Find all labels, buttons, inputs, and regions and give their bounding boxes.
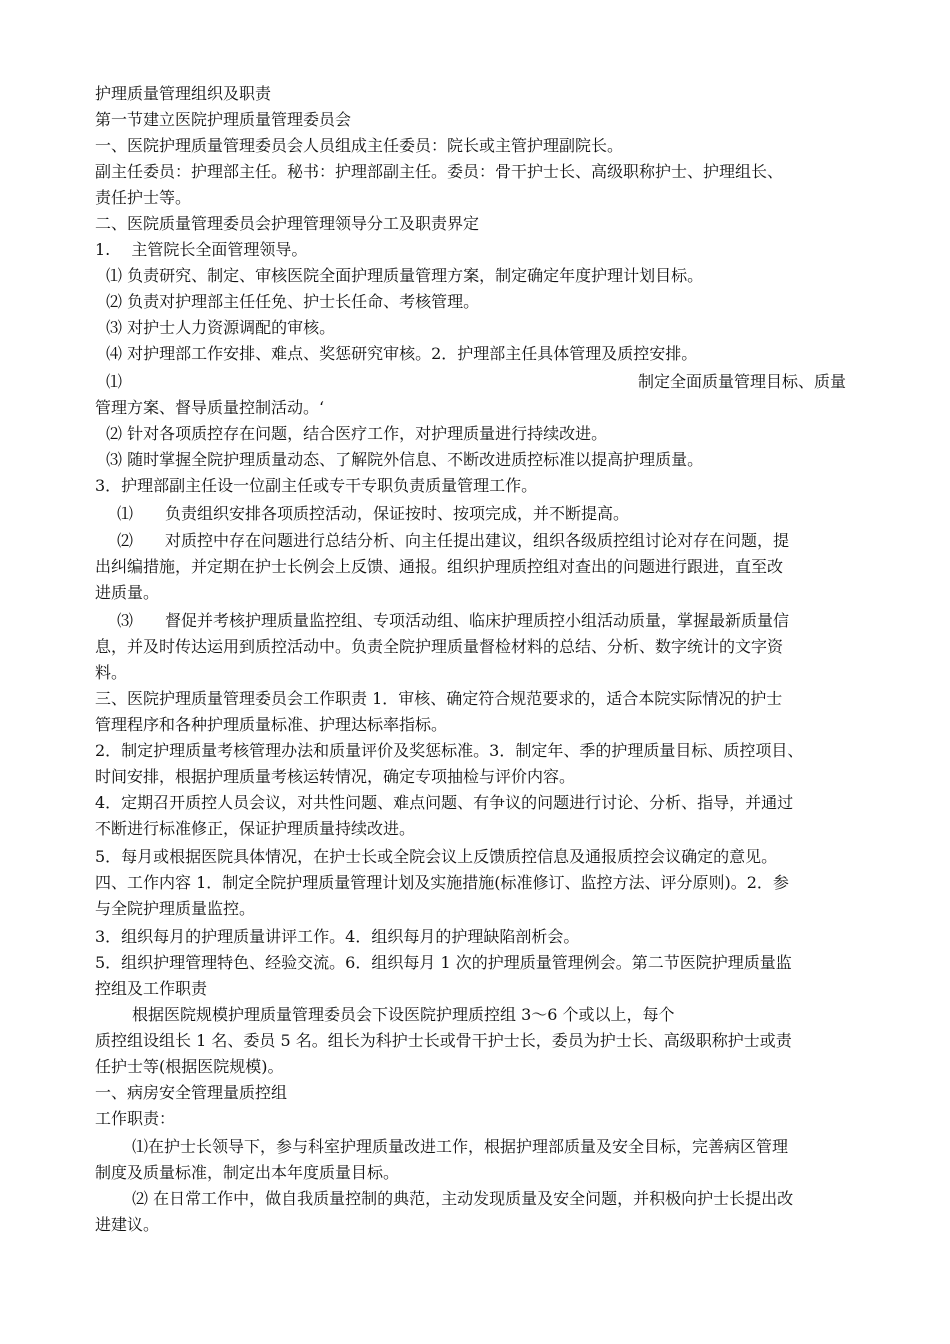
text-line: 制定全面质量管理目标、质量 xyxy=(638,372,847,391)
text-line: 质控组设组长 1 名、委员 5 名。组长为科护士长或骨干护士长，委员为护士长、高级职称护士或责 xyxy=(95,1031,792,1050)
text-line: 三、医院护理质量管理委员会工作职责 1．审核、确定符合规范要求的，适合本院实际情况的护士 xyxy=(95,689,783,708)
text-line: 四、工作内容 1．制定全院护理质量管理计划及实施措施(标准修订、监控方法、评分原则)。2．参 xyxy=(95,873,789,892)
text-line: 控组及工作职责 xyxy=(95,979,208,998)
text-line: 息，并及时传达运用到质控活动中。负责全院护理质量督检材料的总结、分析、数字统计的文字资 xyxy=(95,637,784,656)
text-line: ⑵ 针对各项质控存在问题，结合医疗工作，对护理质量进行持续改进。 xyxy=(106,424,608,443)
text-line: ⑴ xyxy=(106,372,123,391)
text-line: ⑴在护士长领导下，参与科室护理质量改进工作，根据护理部质量及安全目标，完善病区管理 xyxy=(132,1137,789,1156)
text-line: 料。 xyxy=(95,663,128,682)
text-line: 进质量。 xyxy=(95,583,160,602)
text-line: ⑵ 对质控中存在问题进行总结分析、向主任提出建议，组织各级质控组讨论对存在问题，提 xyxy=(117,531,790,550)
text-line: ⑵ 负责对护理部主任任免、护士长任命、考核管理。 xyxy=(106,292,480,311)
section-heading: 第一节建立医院护理质量管理委员会 xyxy=(95,110,352,129)
document-title: 护理质量管理组织及职责 xyxy=(95,84,272,103)
text-line: 5．组织护理管理特色、经验交流。6．组织每月 1 次的护理质量管理例会。第二节医院护理质量监 xyxy=(95,953,792,972)
text-line: 2．制定护理质量考核管理办法和质量评价及奖惩标准。3．制定年、季的护理质量目标、质控项目、 xyxy=(95,741,804,760)
text-line: 5．每月或根据医院具体情况，在护士长或全院会议上反馈质控信息及通报质控会议确定的意见。 xyxy=(95,847,778,866)
text-line: 二、医院质量管理委员会护理管理领导分工及职责界定 xyxy=(95,214,480,233)
text-line: 根据医院规模护理质量管理委员会下设医院护理质控组 3〜6 个或以上，每个 xyxy=(132,1005,675,1024)
text-line: 工作职责： xyxy=(95,1109,176,1128)
text-line: ⑶ 随时掌握全院护理质量动态、了解院外信息、不断改进质控标准以提高护理质量。 xyxy=(106,450,704,469)
text-line: 进建议。 xyxy=(95,1215,160,1234)
text-line: ⑶ 对护士人力资源调配的审核。 xyxy=(106,318,336,337)
text-line: 不断进行标准修正，保证护理质量持续改进。 xyxy=(95,819,416,838)
text-line: 一、医院护理质量管理委员会人员组成主任委员：院长或主管护理副院长。 xyxy=(95,136,624,155)
text-line: ⑶ 督促并考核护理质量监控组、专项活动组、临床护理质控小组活动质量，掌握最新质量信 xyxy=(117,611,790,630)
text-line: ⑴ 负责研究、制定、审核医院全面护理质量管理方案，制定确定年度护理计划目标。 xyxy=(106,266,704,285)
text-line: 责任护士等。 xyxy=(95,188,192,207)
text-line: 管理程序和各种护理质量标准、护理达标率指标。 xyxy=(95,715,448,734)
text-line: ⑷ 对护理部工作安排、难点、奖惩研究审核。2．护理部主任具体管理及质控安排。 xyxy=(106,344,698,363)
text-line: 副主任委员：护理部主任。秘书：护理部副主任。委员：骨干护士长、高级职称护士、护理组长、 xyxy=(95,162,784,181)
text-line: 时间安排，根据护理质量考核运转情况，确定专项抽检与评价内容。 xyxy=(95,767,576,786)
text-line: 1. 主管院长全面管理领导。 xyxy=(95,240,308,259)
text-line: ⑴ 负责组织安排各项质控活动，保证按时、按项完成，并不断提高。 xyxy=(117,504,630,523)
text-line: 3．组织每月的护理质量讲评工作。4．组织每月的护理缺陷剖析会。 xyxy=(95,927,580,946)
text-line: 4．定期召开质控人员会议，对共性问题、难点问题、有争议的问题进行讨论、分析、指导，并通过 xyxy=(95,793,794,812)
text-line: ⑵ 在日常工作中，做自我质量控制的典范，主动发现质量及安全问题，并积极向护士长提出改 xyxy=(132,1189,794,1208)
text-line: 制度及质量标准，制定出本年度质量目标。 xyxy=(95,1163,400,1182)
text-line: 出纠编措施，并定期在护士长例会上反馈、通报。组织护理质控组对查出的问题进行跟进，直至改 xyxy=(95,557,784,576)
text-line: 管理方案、督导质量控制活动。‘ xyxy=(95,398,325,417)
text-line: 与全院护理质量监控。 xyxy=(95,899,256,918)
text-line: 一、病房安全管理量质控组 xyxy=(95,1083,288,1102)
text-line: 3．护理部副主任设一位副主任或专干专职负责质量管理工作。 xyxy=(95,476,538,495)
text-line: 任护士等(根据医院规模)。 xyxy=(95,1057,284,1076)
